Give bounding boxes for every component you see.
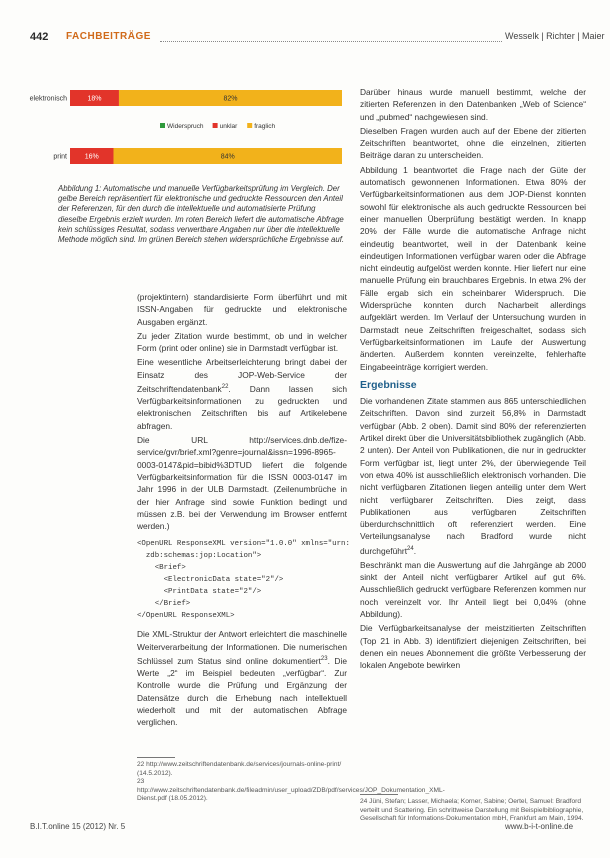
footnote-rule [137, 757, 175, 758]
legend-label: unklar [219, 123, 238, 130]
paragraph [137, 628, 347, 728]
section-title: FACHBEITRÄGE [66, 31, 151, 42]
text: . Die Werte „2“ im Beispiel bedeuten „verfügbar“. Zur Kontrolle wurde die Prüfung und Ergänzung der Datensätze durch die Erhebung nach intellektuell wiederholt und mit der automatischen Abfrage verglichen. [137, 655, 347, 728]
footnote-ref: 23 [320, 656, 328, 663]
data-label: 82% [223, 95, 238, 103]
footnote-ref: 24 [407, 545, 414, 552]
category-label: print [53, 153, 67, 161]
footnotes-right [360, 794, 586, 824]
footer-journal: B.I.T.online 15 (2012) Nr. 5 [30, 822, 126, 831]
paragraph: Abbildung 1 beantwortet die Frage nach der Güte der automatisch gewonnenen Informationen. Etwa 80% der Verfügbarkeitsinformationen aus dem JOP-Dienst konnten sowohl für elektronische als auch gedruckte Ressourcen bei einer manuellen Überprüfung bestätigt werden. In knapp 20% der Fälle wurde die automatische Anfrage nicht eindeutig beantwortet, weil in der Datenbank keine eindeutigen Informationen verfügbar waren oder die Abfrage nicht eindeutig aufgelöst werden konnte. Hier liefert nur eine manuelle Prüfung ein brauchbares Ergebnis. In etwa 2% der Fälle ergab sich ein scheinbarer Widerspruch. Die Widersprüche konnten durch Nacharbeit allerdings aufgeklärt werden. Im Verlauf der Untersuchung wurden in Darmstadt neue Zeitschriften freigeschaltet, sodass sich Verfügbarkeitsinformationen im Laufe der Auswertung änderten. Außerdem konnten vereinzelte, fehlerhafte Eingabeeinträge korrigiert werden. [360, 164, 586, 372]
paragraph: Beschränkt man die Auswertung auf die Jahrgänge ab 2000 sinkt der Anteil nicht verfügbarer Artikel auf gut 6%. Ausschließlich gedruckt verfügbare Referenzen kommen nur noch vereinzelt vor. Ihr Anteil liegt bei 0,04% (ohne Abbildung). [360, 559, 586, 619]
legend-label: fraglich [254, 123, 276, 130]
page-number: 442 [30, 31, 49, 43]
footnote: 23 http://www.zeitschriftendatenbank.de/fileadmin/user_upload/ZDB/pdf/services/JOP_Dokumentation_XML-Dienst.pdf (18.05.2012). [137, 778, 445, 803]
footnote: 24 Jüni, Stefan; Lasser, Michaela; Korner, Sabine; Oertel, Samuel: Bradford verteilt und Scattering. Ein schrittweise Darstellung mit Beispielbibliographie, Gesellschaft für Informations-Dokumentation mbH, Frankfurt am Main, 1994. [360, 798, 584, 823]
legend-swatch [160, 123, 165, 128]
footnote: 22 http://www.zeitschriftendatenbank.de/services/journals-online-print/ (14.5.2012). [137, 761, 342, 777]
footnote-rule [360, 794, 398, 795]
paragraph: Dieselben Fragen wurden auch auf der Ebene der zitierten Zeitschriften beantwortet, ohne die einzelnen, zitierten Beiträge daran zu unterscheiden. [360, 125, 586, 161]
category-label: elektronisch [29, 95, 67, 103]
header-rule [160, 41, 502, 42]
right-column [360, 86, 586, 673]
legend-swatch [247, 123, 252, 128]
legend-label: Widerspruch [167, 123, 204, 130]
data-label: 16% [84, 153, 99, 161]
paragraph [360, 395, 586, 557]
paragraph: Die Verfügbarkeitsanalyse der meistzitierten Zeitschriften (Top 21 in Abb. 3) identifiziert diejenigen Zeitschriften, bei denen ein neues Abonnement die größte Verbesserung der lokalen Angebote bewirken [360, 623, 586, 671]
stacked-bar-chart [22, 78, 344, 176]
paragraph: Die URL http://services.dnb.de/fize-service/gvr/brief.xml?genre=journal&issn=1996-8965-0003-0147&pid=bibid%3DTUD liefert die folgende Verfügbarkeitsinformation für die ISSN 0003-0147 im Jahr 1996 in der ULB Darmstadt. (Zeilenumbrüche in der hier Anfrage sind sowie Funktion bedingt und müssen z.B. bei der Verwendung im Browser entfernt werden.) [137, 435, 347, 532]
paragraph: Zu jeder Zitation wurde bestimmt, ob und in welcher Form (print oder online) sie in Darmstadt verfügbar ist. [137, 330, 347, 354]
footer-url: www.b-i-t-online.de [505, 822, 574, 831]
text: Die vorhandenen Zitate stammen aus 865 unterschiedlichen Zeitschriften. Davon sind zurzeit 56,8% in Darmstadt verfügbar (Abb. 2 oben). Damit sind 80% der referenzierten Artikel direkt über die Universitätsbibliothek zugänglich (Abb. 2 unten). Der Anteil von Publikationen, die nur in gedruckter Form verfügbar ist, liegt unter 2%, der überwiegende Teil von etwa 40% ist ausschließlich elektronisch vorhanden. Die nicht verfügbaren Zitationen liegen anteilig unter dem Wert nicht verfügbarer Zeitschriften. Dies zeigt, dass Publikationen aus verfügbaren Zeitschriften überdurchschnittlich oft referenziert werden. Eine Verteilungsanalyse nach Bradford wurde nicht durchgeführt [360, 396, 586, 556]
paragraph: Darüber hinaus wurde manuell bestimmt, welche der zitierten Referenzen in den Datenbanken „Web of Science“ und „pubmed“ nachgewiesen sind. [360, 87, 586, 122]
data-label: 18% [87, 95, 102, 103]
text: . [413, 545, 417, 556]
footnote-ref: 22 [221, 384, 229, 391]
text: . Dann lassen sich Verfügbarkeitsinformationen zu gedruckten und elektronischen Zeitschriften bis auf Artikelebene abfragen. [137, 383, 347, 431]
legend-swatch [213, 123, 218, 128]
left-column [137, 291, 350, 731]
text: Die XML-Struktur der Antwort erleichtert die maschinelle Weiterverarbeitung der Informationen. Die numerischen Schlüssel zum Status sind online dokumentiert [137, 629, 347, 666]
section-heading: Ergebnisse [360, 378, 417, 391]
data-label: 84% [220, 153, 235, 161]
paragraph [137, 356, 347, 432]
footnotes-left [137, 757, 445, 804]
header-authors: Wesselk | Richter | Maier [505, 31, 605, 41]
code-block: <OpenURL ResponseXML version="1.0.0" xmlns="urn: zdb:schemas:jop:Location"> <Brief> <ElectronicData state="2"/> <PrintData state="2"/> </Brief> </OpenURL ResponseXML> [137, 540, 350, 621]
text: Eine wesentliche Arbeitserleichterung bringt dabei der Einsatz des JOP-Web-Service der Zeitschriftendatenbank [137, 357, 347, 394]
paragraph: (projektintern) standardisierte Form überführt und mit ISSN-Angaben für gedruckte und elektronische Ausgaben ergänzt. [137, 292, 347, 327]
figure-caption: Abbildung 1: Automatische und manuelle Verfügbarkeitsprüfung im Vergleich. Der gelbe Bereich repräsentiert für elektronische und gedruckte Ressourcen den Anteil der Referenzen, für den durch die intellektuelle und automatisierte Prüfung dieselbe Ergebnis erzielt wurden. Im roten Bereich liefert die automatische Abfrage kein schlüssiges Resultat, sodass verwertbare Angaben nur über die intellektuelle Methode möglich sind. Im grünen Bereich stehen widersprüchliche Ergebnisse auf. [58, 184, 345, 245]
